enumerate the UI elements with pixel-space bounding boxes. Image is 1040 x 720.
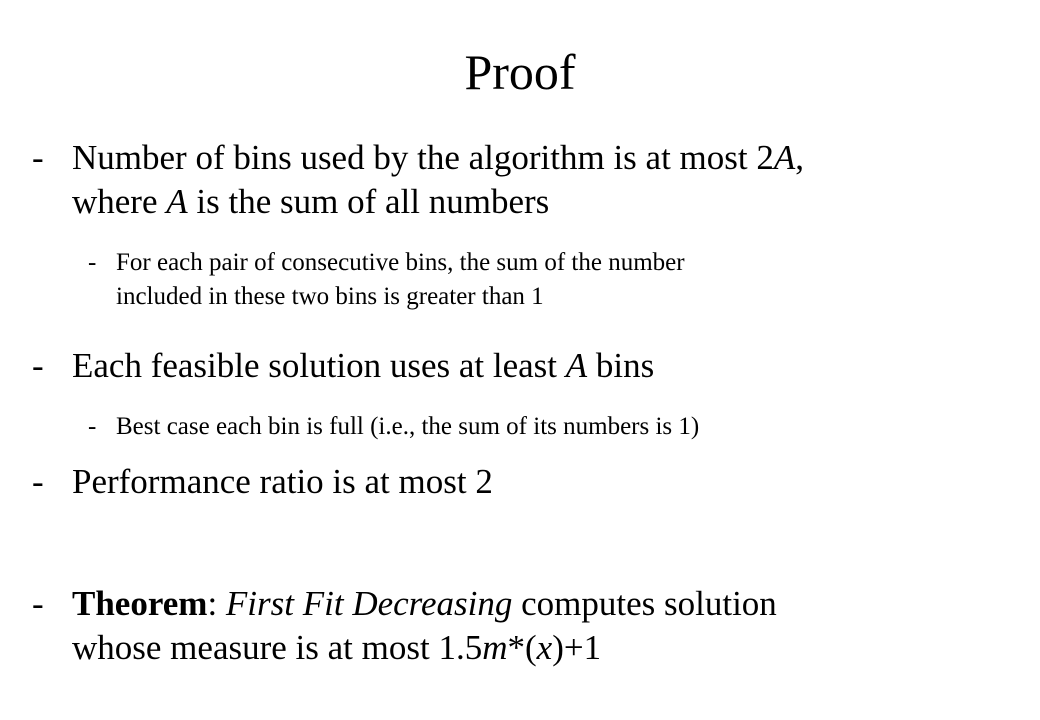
subbullet-text: Best case each bin is full (i.e., the sum of its numbers is 1) [116, 413, 700, 440]
bullet-feasible-solution [32, 344, 1012, 388]
algorithm-name: First Fit Decreasing [225, 584, 513, 623]
bullet-bins-used [32, 136, 1012, 224]
bullet-text-part: whose measure is at most 1.5 [72, 628, 483, 667]
bullet-text-part: : [207, 584, 226, 623]
var-x: x [536, 628, 553, 667]
slide-title: Proof [464, 44, 576, 100]
subbullet-dash: - [88, 249, 97, 276]
bullet-text-part: Number of bins used by the algorithm is at most 2 [72, 138, 774, 177]
bullet-var-a: A [565, 346, 588, 385]
bullet-dash: - [32, 462, 44, 501]
subbullet-line: For each pair of consecutive bins, the sum of the number [116, 249, 685, 276]
bullet-text: Performance ratio is at most 2 [72, 462, 493, 501]
bullet-text-part: , [795, 138, 805, 177]
theorem-label: Theorem [72, 584, 208, 623]
bullet-text-part: bins [587, 346, 655, 385]
bullet-text-part: Each feasible solution uses at least [72, 346, 566, 385]
bullet-performance-ratio [32, 460, 1012, 504]
bullet-text-part: where [72, 182, 167, 221]
bullet-text [72, 136, 1012, 224]
bullet-text-part: is the sum of all numbers [187, 182, 550, 221]
subbullet-text [116, 246, 988, 314]
bullet-var-a: A [166, 182, 188, 221]
subbullet-dash: - [88, 413, 97, 440]
bullet-text-part: *( [507, 628, 537, 667]
var-m: m [482, 628, 508, 667]
bullet-dash: - [32, 346, 44, 385]
bullet-dash: - [32, 584, 44, 623]
bullet-text [72, 344, 1012, 388]
subbullet-best-case [88, 410, 988, 444]
bullet-theorem [32, 582, 1012, 670]
bullet-text-part: computes solution [512, 584, 777, 623]
bullet-var-a: A [773, 138, 796, 177]
subbullet-line: included in these two bins is greater than 1 [116, 283, 544, 310]
subbullet-consecutive-bins [88, 246, 988, 314]
bullet-text [72, 582, 1012, 670]
bullet-text-part: )+1 [552, 628, 602, 667]
bullet-dash: - [32, 138, 44, 177]
